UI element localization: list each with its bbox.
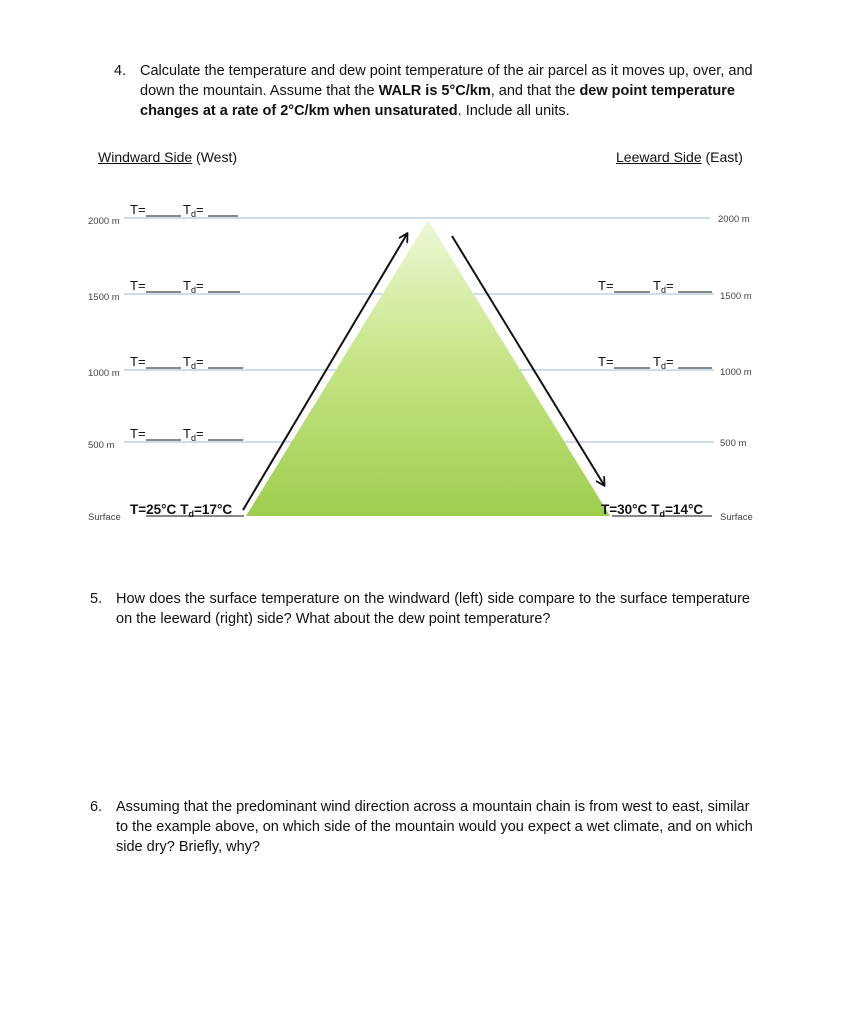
right-altitude-2000: 2000 m <box>718 214 750 225</box>
leeward-title-underlined: Leeward Side <box>616 149 702 165</box>
q4-text-1: Calculate the temperature and dew point temperature of the air parcel as it moves up, over, and down the mountain. Assume that the <box>140 63 753 99</box>
surface-values-left <box>130 502 244 519</box>
left-altitude-surface: Surface <box>88 512 121 523</box>
right-altitude-1000: 1000 m <box>720 367 752 378</box>
td-label: $T_d=$ <box>183 426 204 443</box>
td-label: $T_d=$ <box>653 354 674 371</box>
left-altitude-500: 500 m <box>88 440 115 451</box>
left-blank-1500 <box>130 278 240 295</box>
t-label: T= <box>598 278 614 293</box>
mountain-shape <box>246 220 610 516</box>
surface-left-values: T=25°C $T_d=17^\circ C$ <box>130 502 233 519</box>
windward-direction: (West) <box>196 149 238 165</box>
question-6 <box>90 797 760 857</box>
leeward-direction: (East) <box>705 149 743 165</box>
windward-title-underlined: Windward Side <box>98 149 193 165</box>
q4-text-3: . Include all units. <box>457 103 570 119</box>
td-label: $T_d=$ <box>183 202 204 219</box>
t-label: T= <box>130 426 146 441</box>
t-label: T= <box>130 202 146 217</box>
right-altitude-500: 500 m <box>720 438 747 449</box>
question-5-number: 5. <box>90 591 103 607</box>
td-label: $T_d=$ <box>183 278 204 295</box>
td-label: $T_d=$ <box>653 278 674 295</box>
question-4-number: 4. <box>114 63 127 79</box>
left-altitude-1000: 1000 m <box>88 368 120 379</box>
left-blank-500 <box>130 426 243 443</box>
q4-walr-bold: WALR is 5°C/km <box>378 83 491 99</box>
left-blank-1000 <box>130 354 243 371</box>
right-blank-1500 <box>598 278 712 295</box>
right-altitude-surface: Surface <box>720 512 753 523</box>
t-label: T= <box>130 354 146 369</box>
left-altitude-2000: 2000 m <box>88 216 120 227</box>
q4-text-2: , and that the <box>490 83 580 99</box>
question-5 <box>90 589 750 629</box>
t-label: T= <box>130 278 146 293</box>
left-altitude-1500: 1500 m <box>88 292 120 303</box>
surface-values-right <box>601 502 712 519</box>
surface-right-values: T=30°C $T_d=14^\circ C$ <box>601 502 704 519</box>
left-blank-2000 <box>130 202 238 219</box>
question-6-text: Assuming that the predominant wind direction across a mountain chain is from west to east, similar to the example above, on which side of the mountain would you expect a wet climate, and on which side dry? Briefly, why? <box>116 799 753 855</box>
right-blank-1000 <box>598 354 712 371</box>
q4-dewpoint-bold: dew point temperature changes at a rate of 2°C/km when unsaturated <box>140 83 735 119</box>
question-5-text: How does the surface temperature on the windward (left) side compare to the surface temperature on the leeward (right) side? What about the dew point temperature? <box>116 591 750 627</box>
td-label: $T_d=$ <box>183 354 204 371</box>
question-6-number: 6. <box>90 799 103 815</box>
t-label: T= <box>598 354 614 369</box>
right-altitude-1500: 1500 m <box>720 291 752 302</box>
